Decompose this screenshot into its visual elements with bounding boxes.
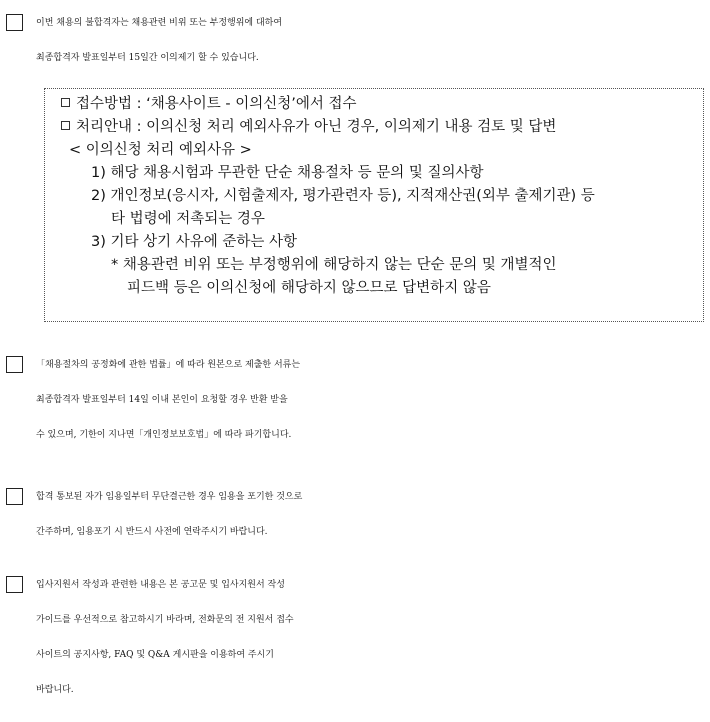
paragraph-line: 합격 통보된 자가 임용일부터 무단결근한 경우 임용을 포기한 것으로 (36, 492, 303, 502)
square-bullet-icon (61, 121, 70, 130)
paragraph-line: 이번 채용의 불합격자는 채용관련 비위 또는 부정행위에 대하여 (36, 18, 283, 28)
paragraph-line: 최종합격자 발표일부터 14일 이내 본인이 요청할 경우 반환 받을 (36, 395, 288, 405)
exception-item-3: 3) 기타 상기 사유에 준하는 사항 (91, 234, 298, 250)
method-text: 접수방법 : ‘채용사이트 - 이의신청’에서 접수 (76, 96, 357, 112)
checkbox-icon (6, 488, 23, 505)
notice-paragraph-objection (6, 6, 706, 76)
exception-item-2-continued: 타 법령에 저촉되는 경우 (111, 211, 265, 227)
paragraph-line: 사이트의 공지사항, FAQ 및 Q&A 게시판을 이용하여 주시기 (36, 650, 274, 660)
objection-info-box (44, 88, 704, 322)
checkbox-icon (6, 576, 23, 593)
paragraph-line: 「채용절차의 공정화에 관한 법률」에 따라 원본으로 제출한 서류는 (36, 360, 301, 370)
exception-note: * 채용관련 비위 또는 부정행위에 해당하지 않는 단순 문의 및 개별적인 (111, 257, 557, 273)
paragraph-line: 간주하며, 임용포기 시 반드시 사전에 연락주시기 바랍니다. (36, 527, 268, 537)
exception-item-2: 2) 개인정보(응시자, 시험출제자, 평가관련자 등), 지적재산권(외부 출제기관) 등 (91, 188, 595, 204)
exception-item-1: 1) 해당 채용시험과 무관한 단순 채용절차 등 문의 및 질의사항 (91, 165, 484, 181)
notice-paragraph-application (6, 568, 706, 708)
paragraph-line: 입사지원서 작성과 관련한 내용은 본 공고문 및 입사지원서 작성 (36, 580, 285, 590)
checkbox-icon (6, 356, 23, 373)
process-row (55, 116, 693, 139)
notice-paragraph-documents (6, 348, 706, 453)
exception-note-continued: 피드백 등은 이의신청에 해당하지 않으므로 답변하지 않음 (127, 280, 491, 296)
paragraph-line: 가이드를 우선적으로 참고하시기 바라며, 전화문의 전 지원서 접수 (36, 615, 294, 625)
paragraph-line: 수 있으며, 기한이 지나면「개인정보보호법」에 따라 파기합니다. (36, 430, 292, 440)
checkbox-icon (6, 14, 23, 31)
paragraph-line: 최종합격자 발표일부터 15일간 이의제기 할 수 있습니다. (36, 53, 259, 63)
notice-paragraph-absence (6, 480, 706, 550)
method-row (55, 93, 693, 116)
square-bullet-icon (61, 98, 70, 107)
paragraph-line: 바랍니다. (36, 685, 74, 695)
exceptions-title: < 이의신청 처리 예외사유 > (69, 142, 252, 158)
process-text: 처리안내 : 이의신청 처리 예외사유가 아닌 경우, 이의제기 내용 검토 및 답변 (76, 119, 557, 135)
